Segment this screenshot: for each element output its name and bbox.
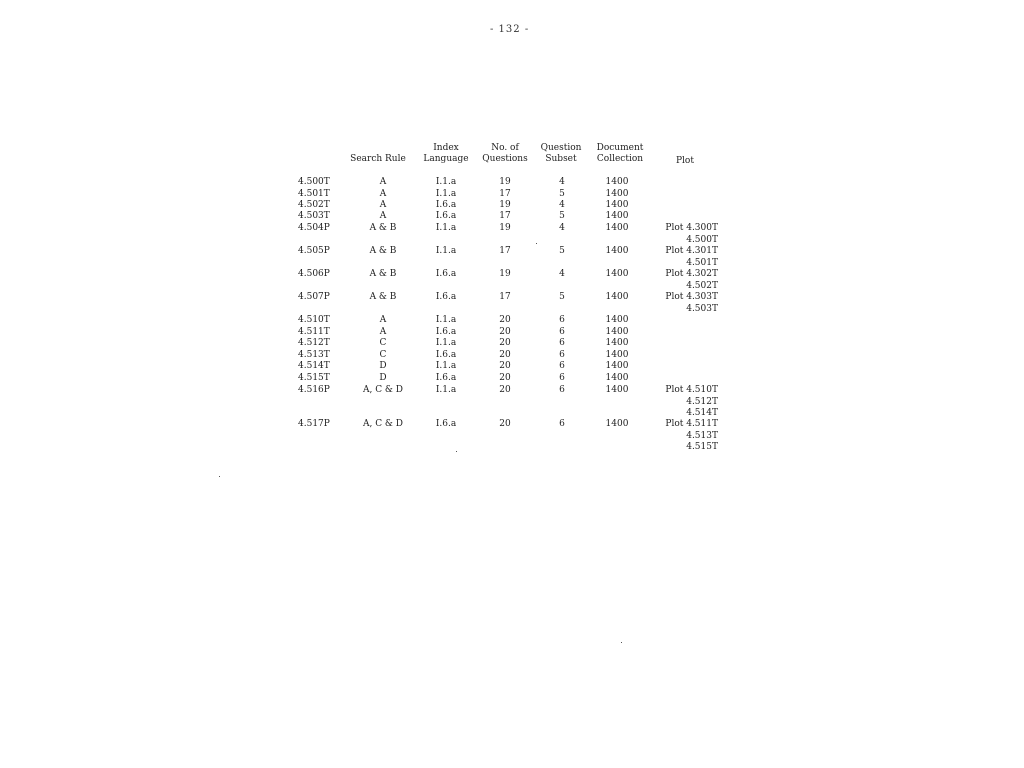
cell-search-rule: A & B [369, 269, 397, 279]
header-no-questions-line2: Questions [482, 154, 528, 164]
header-search-rule [340, 154, 416, 165]
cell-search-rule: A & B [369, 223, 397, 233]
cell-index-language: I.6.a [435, 373, 457, 383]
cell-search-rule: A & B [369, 246, 397, 256]
cell-search-rule: A, C & D [362, 419, 404, 429]
cell-plot: Plot 4.300T [665, 223, 718, 233]
cell-plot: Plot 4.301T [665, 246, 718, 256]
header-question-subset [536, 143, 586, 165]
cell-id: 4.504P [298, 223, 330, 233]
page-number: - 132 - [490, 24, 530, 35]
cell-question-subset: 4 [559, 177, 565, 187]
header-question-subset-line2: Subset [545, 154, 577, 164]
cell-index-language: I.1.a [435, 338, 457, 348]
cell-question-subset: 6 [559, 327, 565, 337]
cell-document-collection: 1400 [605, 338, 629, 348]
cell-question-subset: 6 [559, 419, 565, 429]
cell-id: 4.503T [298, 211, 330, 221]
cell-id: 4.500T [298, 177, 330, 187]
cell-id: 4.514T [298, 361, 330, 371]
cell-index-language: I.1.a [435, 189, 457, 199]
cell-question-subset: 5 [559, 292, 565, 302]
cell-search-rule: C [379, 350, 387, 360]
header-plot-text: Plot [676, 156, 694, 166]
cell-index-language: I.6.a [435, 292, 457, 302]
header-search-rule-text: Search Rule [350, 154, 406, 164]
cell-document-collection: 1400 [605, 189, 629, 199]
cell-index-language: I.1.a [435, 177, 457, 187]
cell-question-subset: 6 [559, 350, 565, 360]
cell-no-questions: 17 [499, 211, 511, 221]
cell-id: 4.513T [298, 350, 330, 360]
header-question-subset-line1: Question [540, 143, 582, 153]
cell-index-language: I.6.a [435, 350, 457, 360]
cell-index-language: I.1.a [435, 315, 457, 325]
header-index-language-line1: Index [433, 143, 459, 153]
cell-no-questions: 20 [499, 350, 511, 360]
cell-index-language: I.1.a [435, 246, 457, 256]
cell-search-rule: A [379, 177, 387, 187]
cell-question-subset: 4 [559, 269, 565, 279]
cell-search-rule: A [379, 315, 387, 325]
cell-question-subset: 5 [559, 189, 565, 199]
cell-document-collection: 1400 [605, 350, 629, 360]
cell-no-questions: 20 [499, 338, 511, 348]
cell-plot-continuation: 4.500T [686, 234, 718, 245]
cell-document-collection: 1400 [605, 419, 629, 429]
cell-no-questions: 19 [499, 269, 511, 279]
cell-id: 4.507P [298, 292, 330, 302]
cell-no-questions: 17 [499, 292, 511, 302]
cell-document-collection: 1400 [605, 292, 629, 302]
cell-no-questions: 20 [499, 327, 511, 337]
cell-question-subset: 6 [559, 315, 565, 325]
cell-id: 4.511T [298, 327, 330, 337]
scan-speck [456, 451, 457, 452]
header-no-questions-line1: No. of [491, 143, 519, 153]
cell-search-rule: A & B [369, 292, 397, 302]
header-index-language-line2: Language [423, 154, 469, 164]
cell-no-questions: 19 [499, 200, 511, 210]
cell-search-rule: A [379, 189, 387, 199]
cell-plot-continuation: 4.501T [686, 257, 718, 268]
cell-id: 4.510T [298, 315, 330, 325]
cell-question-subset: 4 [559, 223, 565, 233]
cell-question-subset: 6 [559, 338, 565, 348]
cell-index-language: I.6.a [435, 211, 457, 221]
cell-no-questions: 17 [499, 189, 511, 199]
cell-index-language: I.1.a [435, 361, 457, 371]
cell-plot-continuation: 4.512T [686, 396, 718, 407]
cell-document-collection: 1400 [605, 177, 629, 187]
cell-index-language: I.1.a [435, 223, 457, 233]
cell-no-questions: 19 [499, 177, 511, 187]
cell-document-collection: 1400 [605, 211, 629, 221]
cell-no-questions: 20 [499, 315, 511, 325]
cell-plot-continuation: 4.503T [686, 303, 718, 314]
cell-plot-continuation: 4.515T [686, 442, 718, 452]
cell-question-subset: 6 [559, 361, 565, 371]
cell-search-rule: A [379, 200, 387, 210]
cell-plot: Plot 4.511T [665, 419, 718, 429]
header-document-collection [590, 143, 650, 165]
cell-no-questions: 17 [499, 246, 511, 256]
cell-search-rule: C [379, 338, 387, 348]
cell-no-questions: 20 [499, 373, 511, 383]
cell-question-subset: 6 [559, 373, 565, 383]
cell-index-language: I.6.a [435, 419, 457, 429]
cell-plot: Plot 4.510T [665, 385, 718, 395]
cell-id: 4.506P [298, 269, 330, 279]
cell-id: 4.502T [298, 200, 330, 210]
cell-id: 4.501T [298, 189, 330, 199]
cell-plot-continuation: 4.502T [686, 280, 718, 291]
cell-plot-continuation: 4.514T [686, 408, 718, 418]
cell-search-rule: D [379, 373, 387, 383]
cell-index-language: I.6.a [435, 269, 457, 279]
scan-speck [621, 642, 622, 643]
cell-search-rule: D [379, 361, 387, 371]
scan-speck [219, 476, 220, 477]
cell-index-language: I.6.a [435, 200, 457, 210]
cell-question-subset: 5 [559, 211, 565, 221]
cell-search-rule: A, C & D [362, 385, 404, 395]
cell-no-questions: 19 [499, 223, 511, 233]
cell-document-collection: 1400 [605, 246, 629, 256]
cell-id: 4.516P [298, 385, 330, 395]
header-document-collection-line1: Document [596, 143, 644, 153]
cell-search-rule: A [379, 211, 387, 221]
cell-question-subset: 5 [559, 246, 565, 256]
cell-id: 4.517P [298, 419, 330, 429]
cell-plot-continuation: 4.513T [686, 430, 718, 441]
cell-index-language: I.1.a [435, 385, 457, 395]
header-no-questions [476, 143, 534, 165]
header-plot [668, 156, 702, 167]
cell-id: 4.515T [298, 373, 330, 383]
cell-plot: Plot 4.302T [665, 269, 718, 279]
cell-document-collection: 1400 [605, 269, 629, 279]
cell-question-subset: 6 [559, 385, 565, 395]
cell-document-collection: 1400 [605, 315, 629, 325]
cell-document-collection: 1400 [605, 200, 629, 210]
scan-speck [536, 243, 537, 244]
cell-document-collection: 1400 [605, 361, 629, 371]
cell-no-questions: 20 [499, 385, 511, 395]
cell-document-collection: 1400 [605, 223, 629, 233]
cell-plot: Plot 4.303T [665, 292, 718, 302]
cell-search-rule: A [379, 327, 387, 337]
cell-document-collection: 1400 [605, 373, 629, 383]
cell-no-questions: 20 [499, 361, 511, 371]
header-index-language [418, 143, 474, 165]
cell-document-collection: 1400 [605, 327, 629, 337]
header-document-collection-line2: Collection [596, 154, 644, 164]
cell-id: 4.505P [298, 246, 330, 256]
cell-question-subset: 4 [559, 200, 565, 210]
cell-no-questions: 20 [499, 419, 511, 429]
cell-index-language: I.6.a [435, 327, 457, 337]
cell-document-collection: 1400 [605, 385, 629, 395]
cell-id: 4.512T [298, 338, 330, 348]
